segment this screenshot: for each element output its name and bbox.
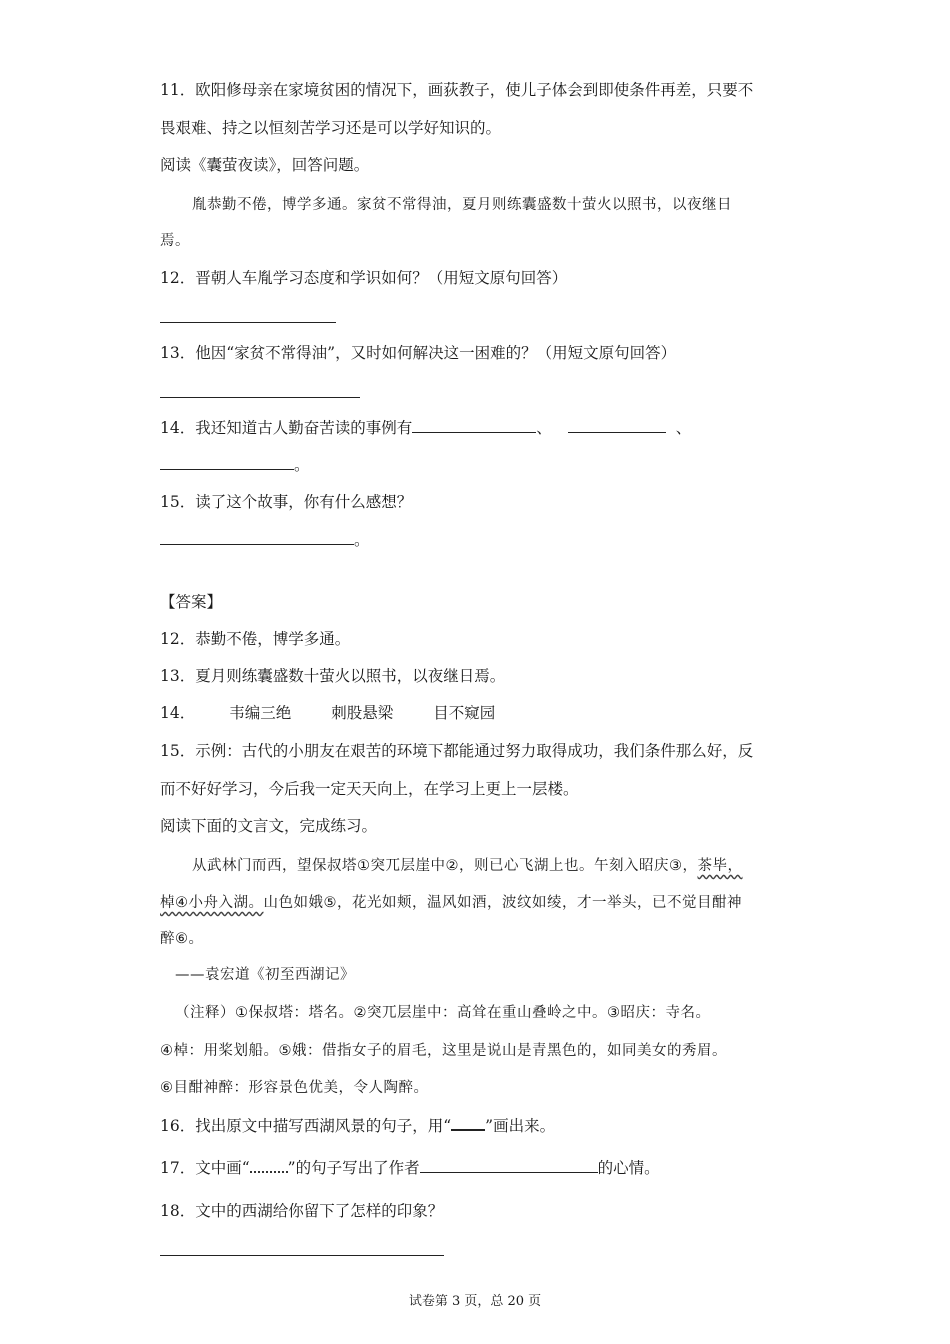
answer-14-num: 14．	[160, 704, 196, 722]
q14-end: 。	[294, 456, 310, 474]
q14-sep-2: 、	[675, 419, 692, 437]
answer-14-item: 韦编三绝	[229, 704, 292, 722]
q14-line-2	[160, 455, 310, 475]
wavy-underlined-text: 茶毕，	[697, 858, 743, 874]
question-16	[160, 1115, 555, 1136]
answer-15-line-1: 15．示例：古代的小朋友在艰苦的环境下都能通过努力取得成功，我们条件那么好，反	[160, 742, 754, 760]
notes-line-2: ④棹：用桨划船。⑤娥：借指女子的眉毛，这里是说山是青黑色的，如同美女的秀眉。	[160, 1043, 727, 1059]
passage1-intro: 阅读《囊萤夜读》，回答问题。	[160, 156, 370, 174]
question-12: 12．晋朝人车胤学习态度和学识如何？（用短文原句回答）	[160, 269, 568, 287]
q16-suffix: ”画出来。	[485, 1117, 556, 1135]
question-17	[160, 1157, 660, 1178]
q14-sep-1: 、	[536, 419, 552, 437]
answer-12: 12．恭勤不倦，博学多通。	[160, 630, 351, 648]
notes-line-1: （注释）①保叔塔：塔名。②突兀层崖中：高耸在重山叠岭之中。③昭庆：寺名。	[175, 1005, 711, 1021]
passage1-text-line-2: 焉。	[160, 233, 190, 249]
answer-14-item: 目不窥园	[433, 704, 496, 722]
page-footer: 试卷第 3 页，总 20 页	[408, 1294, 542, 1309]
answer-blank-17[interactable]	[420, 1158, 598, 1173]
passage2-line-3: 醉⑥。	[160, 931, 204, 947]
q14-blank-1[interactable]	[412, 418, 536, 433]
question-14	[160, 418, 691, 438]
passage2-intro: 阅读下面的文言文，完成练习。	[160, 817, 378, 835]
straight-underline-sample	[451, 1115, 485, 1131]
q14-blank-3[interactable]	[160, 455, 294, 470]
passage1-text-line-1: 胤恭勤不倦，博学多通。家贫不常得油，夏月则练囊盛数十萤火以照书，以夜继日	[192, 197, 732, 213]
question-18: 18．文中的西湖给你留下了怎样的印象？	[160, 1202, 444, 1220]
q14-prefix: 14．我还知道古人勤奋苦读的事例有	[160, 419, 413, 437]
answer-blank-15[interactable]	[160, 530, 354, 545]
wavy-underline-sample	[250, 1157, 288, 1173]
q17-prefix: 17．文中画“	[160, 1159, 250, 1177]
q15-line-2	[160, 530, 370, 550]
passage2-line-1	[192, 856, 743, 876]
q15-end: 。	[354, 531, 370, 549]
q11-line-1: 11．欧阳修母亲在家境贫困的情况下，画荻教子，使儿子体会到即使条件再差，只要不	[160, 81, 754, 99]
passage2-line-2	[160, 893, 742, 913]
answer-14	[160, 703, 495, 723]
question-13: 13．他因“家贫不常得油”，又时如何解决这一困难的？（用短文原句回答）	[160, 344, 677, 362]
passage2-line-1-a: 从武林门而西，望保叔塔①突兀层崖中②，则已心飞湖上也。午刻入昭庆③，	[192, 858, 698, 874]
answer-13: 13．夏月则练囊盛数十萤火以照书，以夜继日焉。	[160, 667, 506, 685]
passage2-source: ——袁宏道《初至西湖记》	[175, 967, 355, 983]
wavy-underlined-text: 棹④小舟入湖。	[160, 895, 264, 911]
answer-blank-13[interactable]	[160, 397, 360, 398]
notes-line-3: ⑥目酣神醉：形容景色优美，令人陶醉。	[160, 1080, 429, 1096]
q14-blank-2[interactable]	[568, 418, 666, 433]
question-15: 15．读了这个故事，你有什么感想？	[160, 493, 413, 511]
answer-14-item: 刺股悬梁	[331, 704, 394, 722]
q11-line-2: 畏艰难、持之以恒刻苦学习还是可以学好知识的。	[160, 119, 502, 137]
answer-blank-12[interactable]	[160, 322, 336, 323]
q17-suffix: 的心情。	[597, 1159, 660, 1177]
answer-15-line-2: 而不好好学习，今后我一定天天向上，在学习上更上一层楼。	[160, 780, 579, 798]
answer-blank-18[interactable]	[160, 1255, 444, 1256]
q17-mid: ”的句子写出了作者	[287, 1159, 420, 1177]
passage2-line-2-b: 山色如娥⑤，花光如颊，温风如酒，波纹如绫，才一举头，已不觉目酣神	[263, 895, 742, 911]
q16-prefix: 16．找出原文中描写西湖风景的句子，用“	[160, 1117, 452, 1135]
answers-heading: 【答案】	[160, 593, 223, 611]
